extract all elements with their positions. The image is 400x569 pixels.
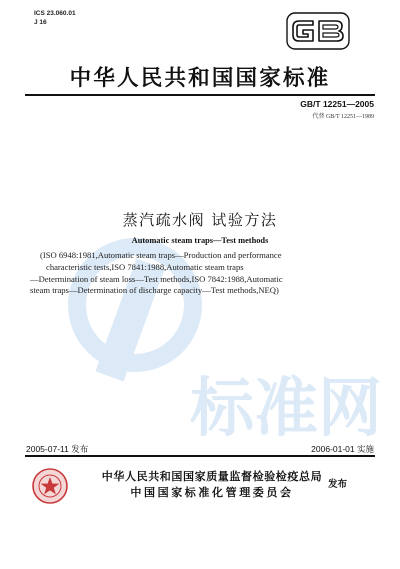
publisher-sac: 中国国家标准化管理委员会 [130,486,294,499]
issue-date: 2005-07-11 发布 [26,444,89,454]
publisher-aqsiq: 中华人民共和国国家质量监督检验检疫总局 [101,470,323,483]
adoption-line: —Determination of steam loss—Test methods,ISO 7842:1988,Automatic [30,273,283,284]
gb-logo-icon [286,12,350,50]
classification-codes [34,10,76,27]
svg-text:GB: GB [286,12,288,13]
adoption-line: characteristic tests,ISO 7841:1988,Automatic steam traps [46,261,244,272]
standard-number: GB/T 12251—2005 [300,99,374,109]
national-standard-title: 中华人民共和国国家标准 [69,66,331,91]
ics-code: ICS 23.060.01 [34,10,76,17]
implementation-date: 2006-01-01 实施 [311,444,374,454]
ccs-code: J 16 [34,18,47,26]
top-divider [25,94,375,96]
document-title-en: Automatic steam traps—Test methods [131,236,269,245]
svg-text:标准网: 标准网 [190,372,382,446]
adoption-line: steam traps—Determination of discharge capacity—Test methods,NEQ) [30,285,279,296]
bottom-divider [25,455,375,457]
document-title-cn: 蒸汽疏水阀 试验方法 [122,211,278,229]
publish-label: 发布 [328,479,348,490]
adoption-statement [30,250,370,297]
adoption-line: (ISO 6948:1981,Automatic steam traps—Production and performance [40,250,282,260]
replaces-standard: 代替 GB/T 12251—1989 [312,114,374,120]
